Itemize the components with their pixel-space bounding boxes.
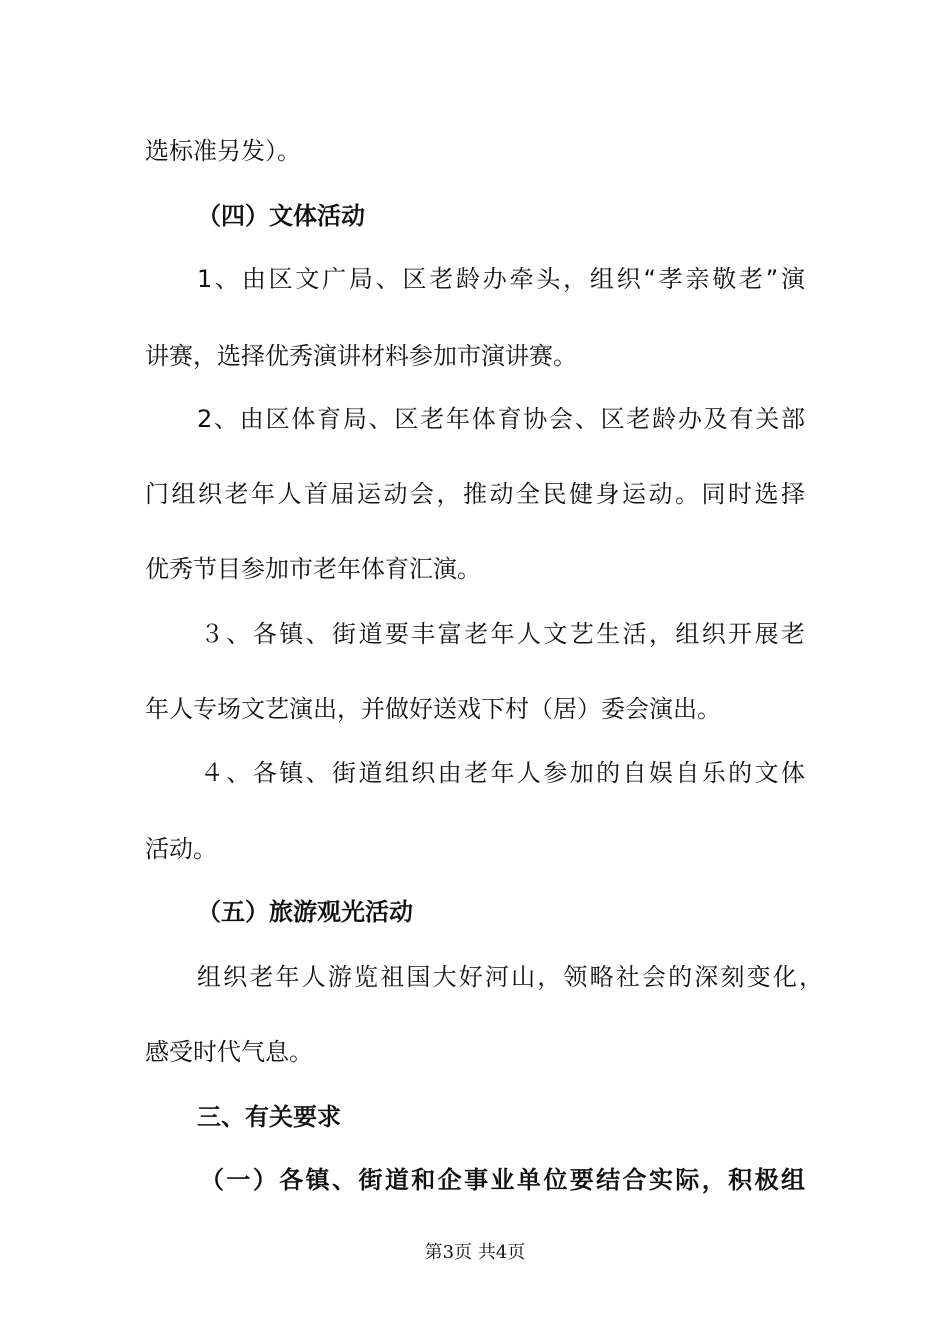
paragraph-line: 年人专场文艺演出，并做好送戏下村（居）委会演出。 <box>145 695 721 723</box>
paragraph-line: 1、由区文广局、区老龄办牵头，组织“孝亲敬老”演 <box>197 265 805 293</box>
paragraph-line: 2、由区体育局、区老年体育协会、区老龄办及有关部 <box>197 405 805 433</box>
paragraph-line: ３、各镇、街道要丰富老年人文艺生活，组织开展老 <box>200 620 805 648</box>
paragraph-line: 讲赛，选择优秀演讲材料参加市演讲赛。 <box>145 342 577 370</box>
section-heading-5: （五）旅游观光活动 <box>197 898 413 926</box>
paragraph-line: 感受时代气息。 <box>145 1038 313 1066</box>
section-heading-4: （四）文体活动 <box>197 202 365 230</box>
section-heading-3: 三、有关要求 <box>197 1103 341 1131</box>
paragraph-line: 优秀节目参加市老年体育汇演。 <box>145 555 481 583</box>
paragraph-line: 门组织老年人首届运动会，推动全民健身运动。同时选择 <box>145 480 805 508</box>
paragraph-line: 组织老年人游览祖国大好河山，领略社会的深刻变化， <box>197 963 823 991</box>
paragraph-line: 选标准另发）。 <box>145 137 301 165</box>
paragraph-line: 活动。 <box>145 835 217 863</box>
paragraph-line: ４、各镇、街道组织由老年人参加的自娱自乐的文体 <box>200 759 805 787</box>
page-footer: 第3页 共4页 <box>424 1242 526 1263</box>
section-heading-3-1: （一）各镇、街道和企事业单位要结合实际，积极组 <box>200 1166 805 1194</box>
